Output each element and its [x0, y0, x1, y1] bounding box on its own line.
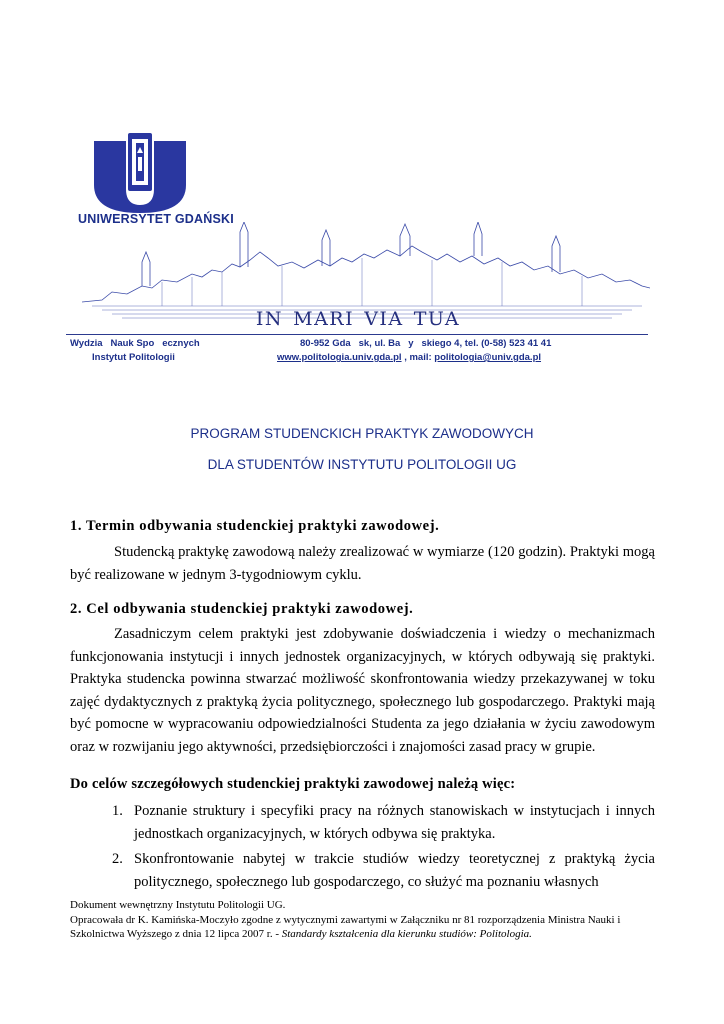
- list-item: [112, 848, 655, 893]
- faculty-address: 80-952 Gda sk, ul. Ba y skiego 4, tel. (0-58) 523 41 41: [300, 338, 552, 349]
- footer-note-2: [70, 913, 660, 941]
- university-name: UNIWERSYTET GDAŃSKI: [78, 212, 234, 226]
- list-item-text: Poznanie struktury i specyfiki pracy na różnych stanowiskach w instytucjach i innych jednostkach organizacyjnych, w których odbywa się praktyka.: [134, 803, 655, 842]
- section-1-paragraph: Studencką praktykę zawodową należy zrealizować w wymiarze (120 godzin). Praktyki mogą być realizowane w jednym 3-tygodniowym cyklu.: [70, 544, 655, 583]
- mail-label: , mail:: [401, 352, 435, 363]
- contact-line: [277, 352, 541, 363]
- goals-heading: Do celów szczegółowych studenckiej praktyki zawodowej należą więc:: [70, 776, 516, 792]
- university-motto: in mari via tua: [255, 301, 461, 332]
- document-title-line-1: PROGRAM STUDENCKICH PRAKTYK ZAWODOWYCH: [190, 426, 534, 441]
- list-item: [112, 800, 655, 845]
- footer-source-text: Opracowała dr K. Kamińska-Moczyło zgodne z wytycznymi zawartymi w Załączniku nr 81 rozporządzenia Ministra Nauki i Szkolnictwa Wyższego z dnia 12 lipca 2007 r. -: [70, 914, 621, 940]
- list-item-number: 1.: [112, 803, 123, 819]
- faculty-name: Wydzia Nauk Spo ecznych: [70, 338, 200, 349]
- university-logo-icon: [92, 133, 188, 213]
- header-divider: [66, 334, 648, 335]
- footer-note-1: Dokument wewnętrzny Instytutu Politologii UG.: [70, 899, 286, 911]
- document-title-line-2: DLA STUDENTÓW INSTYTUTU POLITOLOGII UG: [207, 457, 517, 472]
- list-item-text: Skonfrontowanie nabytej w trakcie studiów wiedzy teoretycznej z praktyką życia politycznego, społecznego lub gospodarczego, co służyć ma poznaniu własnych: [134, 851, 655, 890]
- section-1-heading: 1. Termin odbywania studenckiej praktyki zawodowej.: [70, 518, 440, 534]
- website-link[interactable]: www.politologia.univ.gda.pl: [277, 352, 402, 363]
- list-item-number: 2.: [112, 851, 123, 867]
- section-2-heading: 2. Cel odbywania studenckiej praktyki zawodowej.: [70, 601, 414, 617]
- email-link[interactable]: politologia@univ.gda.pl: [434, 352, 542, 363]
- institute-name: Instytut Politologii: [92, 352, 175, 363]
- goals-list: [112, 800, 655, 896]
- footer-standards-title: Standardy kształcenia dla kierunku studiów: Politologia.: [281, 928, 532, 940]
- section-2-paragraph: Zasadniczym celem praktyki jest zdobywanie doświadczenia i wiedzy o mechanizmach funkcjonowania instytucji i innych jednostek organizacyjnych, w których odbywają się praktyki. Praktyka studencka powinna stwarzać możliwość skonfrontowania wiedzy przekazywanej w toku zajęć dydaktycznych z praktyką życia politycznego, społecznego lub gospodarczego. Praktyki mają być pomocne w wypracowaniu odpowiedzialności Studenta za jego działania w życiu zawodowym oraz w rozwijaniu jego aktywności, przedsiębiorczości i znajomości zasad pracy w grupie.: [70, 626, 655, 755]
